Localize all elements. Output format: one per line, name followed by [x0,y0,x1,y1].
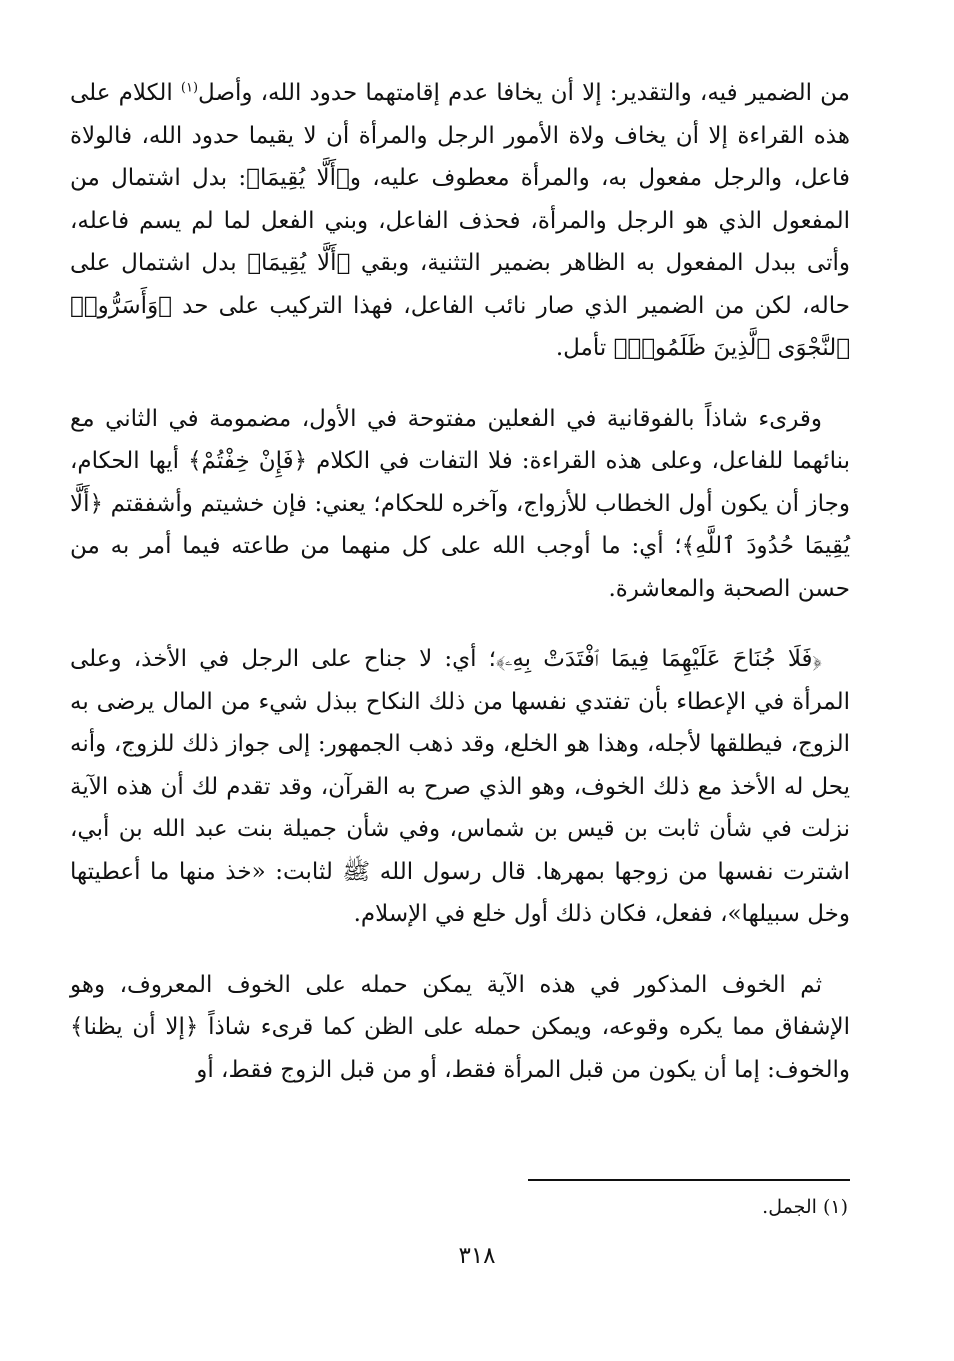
paragraph-2: وقرىء شاذاً بالفوقانية في الفعلين مفتوحة في الأول، مضمومة في الثاني مع بنائهما للفاعل، وعلى هذه القراءة: فلا التفات في الكلام ﴿فَإِنْ خِفْتُمْ﴾ أيها الحكام، وجاز أن يكون أول الخطاب للأزواج، وآخره للحكام؛ يعني: فإن خشيتم وأشفقتم ﴿أَلَّا يُقِيمَا حُدُودَ ٱللَّهِ﴾؛ أي: ما أوجب الله على كل منهما من طاعته فيما أمر به من حسن الصحبة والمعاشرة. [70,405,850,602]
page-number: ٣١٨ [458,1243,496,1269]
paragraph-3: ﴿فَلَا جُنَاحَ عَلَيْهِمَا فِيمَا ٱفْتَدَتْ بِهِۦ﴾؛ أي: لا جناح على الرجل في الأخذ، وعلى المرأة في الإعطاء بأن تفتدي نفسها من ذلك النكاح ببذل شيء من المال يرضى به الزوج، فيطلقها لأجله، وهذا هو الخلع، وقد ذهب الجمهور: إلى جواز ذلك للزوج، وأنه يحل له الأخذ مع ذلك الخوف، وهو الذي صرح به القرآن، وقد تقدم لك أن هذه الآية نزلت في شأن ثابت بن قيس بن شماس، وفي شأن جميلة بنت عبد الله بن أبي، اشترت نفسها من زوجها بمهرها. قال رسول الله ﷺ لثابت: «خذ منها ما أعطيتها وخل سبيلها»، ففعل، فكان ذلك أول خلع في الإسلام. [70,646,850,927]
footnote-reference: (١) [180,80,199,96]
page-body [70,72,850,1091]
paragraph-1 [70,72,850,370]
paragraph-4: ثم الخوف المذكور في هذه الآية يمكن حمله على الخوف المعروف، وهو الإشفاق مما يكره وقوعه، ويمكن حمله على الظن كما قرىء شاذاً ﴿إلا أن يظنا﴾ والخوف: إما أن يكون من قبل المرأة فقط، أو من قبل الزوج فقط، أو [70,971,850,1083]
footnote: (١) الجمل. [762,1196,848,1218]
footnote-divider [528,1179,850,1181]
paragraph-1-text-before-ref: من الضمير فيه، والتقدير: إلا أن يخافا عدم إقامتهما حدود الله، وأصل [198,80,850,106]
paragraph-1-text-after-ref: الكلام على هذه القراءة إلا أن يخاف ولاة الأمور الرجل والمرأة أن لا يقيما حدود الله، فالولاة فاعل، والرجل مفعول به، والمرأة معطوف عليه، و﴿أَلَّا يُقِيمَا﴾: بدل اشتمال من المفعول الذي هو الرجل والمرأة، فحذف الفاعل، وبني الفعل لما لم يسم فاعله، وأتى ببدل المفعول به الظاهر بضمير التثنية، وبقي ﴿أَلَّا يُقِيمَا﴾ بدل اشتمال على حاله، لكن من الضمير الذي صار نائب الفاعل، فهذا التركيب على حد ﴿وَأَسَرُّوا۟ ٱلنَّجْوَى ٱلَّذِينَ ظَلَمُوا۟﴾ تأمل. [70,80,850,361]
